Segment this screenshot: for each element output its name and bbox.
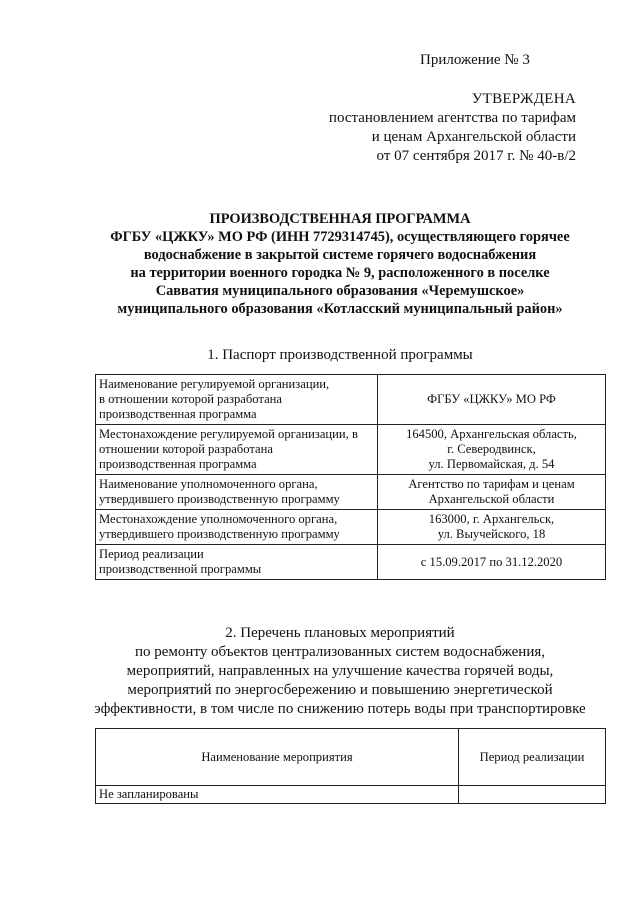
cell-line: производственной программы: [99, 562, 262, 576]
table-header-row: [96, 729, 606, 786]
cell-line: Местонахождение уполномоченного органа,: [99, 512, 338, 526]
table-row: [96, 786, 606, 804]
cell-line: ФГБУ «ЦЖКУ» МО РФ: [427, 392, 556, 406]
passport-key: [96, 545, 378, 580]
cell-line: Наименование уполномоченного органа,: [99, 477, 318, 491]
title-line: муниципального образования «Котласский муниципальный район»: [117, 301, 563, 317]
title-line: ФГБУ «ЦЖКУ» МО РФ (ИНН 7729314745), осуществляющего горячее: [110, 229, 570, 245]
passport-key: [96, 475, 378, 510]
column-header-period: Период реализации: [459, 729, 606, 786]
cell-line: утвердившего производственную программу: [99, 527, 340, 541]
table-row: [96, 425, 606, 475]
title-line: на территории военного городка № 9, расположенного в поселке: [130, 265, 550, 281]
events-table: [95, 728, 606, 804]
title-line: ПРОИЗВОДСТВЕННАЯ ПРОГРАММА: [209, 211, 471, 227]
title-line: водоснабжение в закрытой системе горячего водоснабжения: [143, 247, 537, 263]
heading-line: 2. Перечень плановых мероприятий: [225, 625, 455, 641]
passport-key: [96, 425, 378, 475]
table-row: [96, 545, 606, 580]
cell-line: производственная программа: [99, 407, 257, 421]
table-row: [96, 375, 606, 425]
passport-value: [378, 375, 606, 425]
approval-head: УТВЕРЖДЕНА: [471, 91, 576, 107]
approval-line: и ценам Архангельской области: [371, 129, 576, 145]
cell-line: производственная программа: [99, 457, 257, 471]
cell-line: ул. Выучейского, 18: [437, 527, 546, 541]
table-row: [96, 510, 606, 545]
approval-line: от 07 сентября 2017 г. № 40-в/2: [376, 148, 576, 164]
passport-key: [96, 375, 378, 425]
cell-line: в отношении которой разработана: [99, 392, 283, 406]
heading-line: мероприятий по энергосбережению и повышению энергетической: [127, 682, 553, 698]
cell-line: Местонахождение регулируемой организации, в: [99, 427, 358, 441]
cell-line: Период реализации: [99, 547, 204, 561]
cell-line: с 15.09.2017 по 31.12.2020: [420, 554, 563, 569]
cell-line: отношении которой разработана: [99, 442, 273, 456]
event-cell: Не запланированы: [96, 786, 459, 804]
cell-line: Наименование регулируемой организации,: [99, 377, 330, 391]
cell-line: ул. Первомайская, д. 54: [428, 457, 555, 471]
section2-heading: [60, 624, 620, 719]
heading-line: эффективности, в том числе по снижению потерь воды при транспортировке: [94, 701, 586, 717]
passport-value: [378, 545, 606, 580]
passport-table: [95, 374, 606, 580]
passport-value: [378, 425, 606, 475]
approval-block: [300, 90, 576, 166]
program-title: [60, 210, 620, 318]
section1-heading: 1. Паспорт производственной программы: [207, 347, 473, 363]
cell-line: 163000, г. Архангельск,: [428, 512, 555, 526]
cell-line: 164500, Архангельская область,: [406, 427, 577, 441]
passport-key: [96, 510, 378, 545]
heading-line: по ремонту объектов централизованных систем водоснабжения,: [134, 644, 545, 660]
cell-line: г. Северодвинск,: [447, 442, 536, 456]
table-row: [96, 475, 606, 510]
cell-line: утвердившего производственную программу: [99, 492, 340, 506]
passport-value: [378, 510, 606, 545]
heading-line: мероприятий, направленных на улучшение качества горячей воды,: [126, 663, 554, 679]
approval-line: постановлением агентства по тарифам: [328, 110, 576, 126]
period-cell: [459, 786, 606, 804]
appendix-label: Приложение № 3: [420, 52, 530, 68]
passport-value: [378, 475, 606, 510]
title-line: Савватия муниципального образования «Черемушское»: [155, 283, 525, 299]
cell-line: Архангельской области: [428, 492, 555, 506]
column-header-event: Наименование мероприятия: [96, 729, 459, 786]
cell-line: Агентство по тарифам и ценам: [408, 477, 575, 491]
